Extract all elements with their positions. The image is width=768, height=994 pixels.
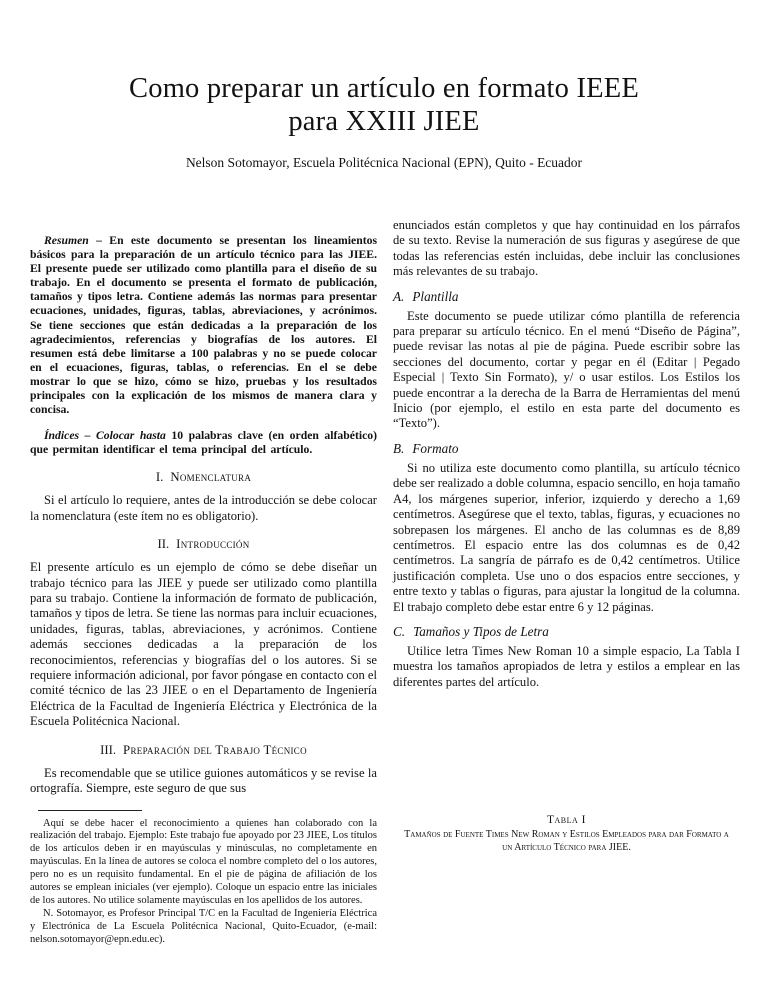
abstract-label: Resumen	[44, 234, 89, 247]
section2-title: Introducción	[176, 537, 250, 552]
subsectionA-heading	[393, 289, 740, 305]
subsectionC-title: Tamaños y Tipos de Letra	[413, 623, 549, 639]
abstract-paragraph	[30, 234, 377, 417]
subsectionC-number: C.	[393, 623, 406, 639]
section3-title: Preparación del Trabajo Técnico	[123, 742, 307, 757]
paper-title	[0, 72, 768, 139]
paper-header	[0, 72, 768, 171]
continuation-paragraph: enunciados están completos y que hay continuidad en los párrafos de su texto. Revise la numeración de sus figuras y asegúrese de que todas las referencias estén incluidas, debe incluir las conclusiones más relevantes de su trabajo.	[393, 218, 740, 279]
subsectionC-body: Utilice letra Times New Roman 10 a simple espacio, La Tabla I muestra los tamaños apropiados de letra y estilos a emplear en las diferentes partes del artículo.	[393, 643, 740, 689]
table1-caption-title: Tabla I	[546, 814, 586, 827]
keywords-label2: – Colocar hasta	[79, 429, 166, 443]
subsectionB-heading	[393, 441, 740, 457]
subsectionB-title: Formato	[412, 440, 459, 456]
section1-heading	[30, 470, 377, 485]
keywords-label: Índices	[44, 429, 80, 443]
author-line: Nelson Sotomayor, Escuela Politécnica Nacional (EPN), Quito - Ecuador	[185, 154, 583, 170]
section1-body: Si el artículo lo requiere, antes de la introducción se debe colocar la nomenclatura (este ítem no es obligatorio).	[30, 493, 377, 523]
abstract-text: – En este documento se presentan los lineamientos básicos para la preparación de un artículo técnico para las JIEE. El presente puede ser utilizado como plantilla para el diseño de su trabajo. En el documento se presenta el formato de publicación, tamaños y tipos letra. Contiene además las normas para presentar ecuaciones, unidades, figuras, tablas, abreviaciones, y acrónimos. Se tiene secciones que están dedicadas a la preparación de los agradecimientos, referencias y biografías de los autores. El resumen está debe limitarse a 100 palabras y no se puede colocar en el ecuaciones, figuras, tablas, o referencias. En el se debe mostrar lo que se hizo, cómo se hizo, pruebas y los resultados principales con la explicación de los mismos de manera clara y concisa.	[30, 234, 377, 417]
footnote-block	[30, 818, 377, 947]
subsectionA-number: A.	[393, 288, 405, 304]
footnote-acknowledgment: Aquí se debe hacer el reconocimiento a quienes han colaborado con la realización del trabajo. Ejemplo: Este trabajo fue apoyado por 23 JIEE, Los títulos de los artículos deben ir en mayúsculas y minúsculas, no completamente en mayúsculas. En la línea de autores se coloca el nombre completo del o los autores, pero no es un requisito fundamental. En el pie de página de afiliación de los autores se emplean iniciales (ver ejemplo). Coloque un espacio entre las iniciales de los autores. No utilice solamente mayúsculas en los apellidos de los autores.	[30, 817, 377, 906]
subsectionA-body: Este documento se puede utilizar cómo plantilla de referencia para preparar su artículo técnico. En el menú “Diseño de Página”, puede revisar las notas al pie de página. Puede escribir sobre las secciones del documento, cortar y pegar en él (Editar | Pegado Especial | Texto Sin Formato), y/ o usar estilos. Los Estilos los puede encontrar a la derecha de la Barra de Herramientas del menú Inicio (por ejemplo, el estilo en esta parte del documento es “Texto”).	[393, 308, 740, 431]
table1-caption	[393, 814, 740, 854]
section3-number: III.	[100, 742, 117, 757]
table1-caption-text: Tamaños de Fuente Times New Roman y Estilos Empleados para dar Formato a un Artículo Técnico para JIEE.	[404, 829, 729, 853]
left-column	[30, 218, 377, 947]
section2-body: El presente artículo es un ejemplo de cómo se debe diseñar un trabajo técnico para las JIEE y puede ser utilizado como plantilla para su trabajo. Contiene la información de formato de publicación, tamaños y tipos de letra. Se tiene las normas para incluir ecuaciones, unidades, figuras, tablas, abreviaciones, y acrónimos. Contiene además secciones dedicadas a la preparación de los reconocimientos, referencias y biografías del o los autores. Si se requiere información adicional, por favor póngase en contacto con el comité técnico de las 23 JIEE o en el Departamento de Ingeniería Eléctrica de la Facultad de Ingeniería Eléctrica y Electrónica de la Escuela Politécnica Nacional.	[30, 560, 377, 729]
paper-title-line1: Como preparar un artículo en formato IEEE	[129, 73, 639, 104]
section2-number: II.	[157, 537, 170, 552]
footnote-author-affiliation: N. Sotomayor, es Profesor Principal T/C en la Facultad de Ingeniería Eléctrica y Electrónica de La Escuela Politécnica Nacional, Quito-Ecuador, (e-mail: nelson.sotomayor@epn.edu.ec).	[30, 907, 377, 945]
section1-number: I.	[155, 470, 164, 485]
two-column-body	[30, 218, 740, 947]
paper-title-line2: para XXIII JIEE	[288, 106, 480, 138]
section3-body: Es recomendable que se utilice guiones automáticos y se revise la ortografía. Siempre, este seguro de que sus	[30, 765, 377, 796]
subsectionC-heading	[393, 624, 740, 640]
subsectionB-number: B.	[393, 440, 405, 456]
subsectionB-body: Si no utiliza este documento como plantilla, su artículo técnico debe ser realizado a doble columna, espacio sencillo, en hoja tamaño A4, los márgenes superior, inferior, izquierdo y derecho a 1,69 centímetros. Asegúrese que el texto, tablas, figuras, y ecuaciones no sobrepasen los márgenes. El ancho de las columnas es de 8,89 centímetros. El espacio entre las dos columnas es de 0,42 centímetros. La sangría de párrafo es de 0,42 centímetros. Utilice justificación completa. Use uno o dos espacios entre secciones, y entre texto y tablas o figuras, para ajustar la longitud de la columna. El trabajo completo debe estar entre 6 y 12 páginas.	[393, 460, 740, 614]
section3-heading	[30, 743, 377, 758]
right-column	[393, 218, 740, 947]
subsectionA-title: Plantilla	[412, 288, 459, 304]
section1-title: Nomenclatura	[170, 470, 252, 485]
section2-heading	[30, 537, 377, 552]
keywords-paragraph	[30, 429, 377, 457]
keywords-text: 10 palabras clave (en orden alfabético) que permitan identificar el tema principal del artículo.	[30, 429, 378, 457]
footnote-separator	[38, 810, 142, 811]
